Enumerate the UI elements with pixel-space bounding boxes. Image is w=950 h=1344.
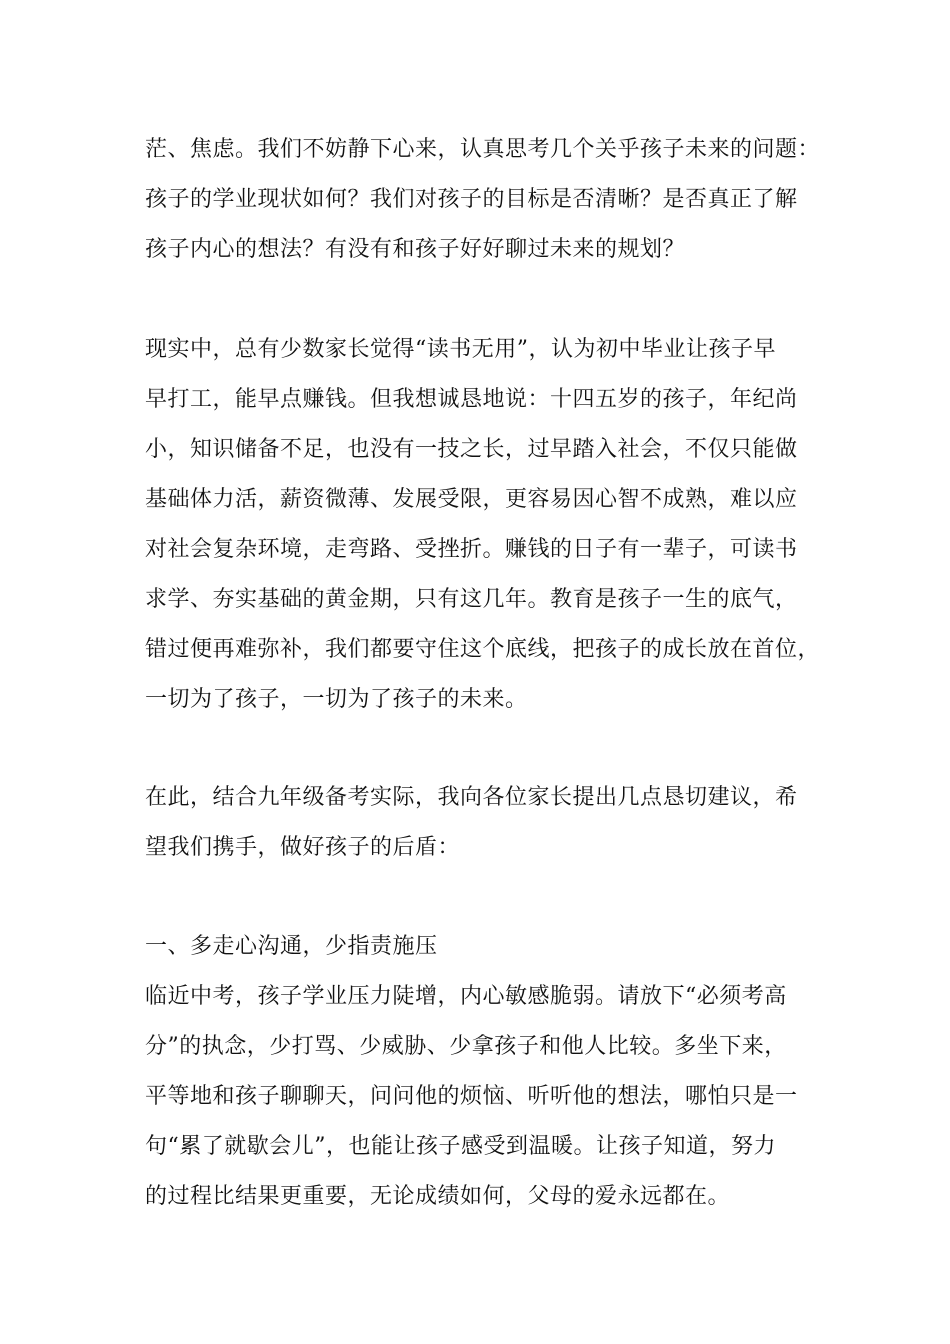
- text-line: 临近中考，孩子学业压力陡增，内心敏感脆弱。请放下“必须考高: [145, 984, 787, 1009]
- text-line: 现实中，总有少数家长觉得“读书无用”，认为初中毕业让孩子早: [145, 337, 776, 362]
- text-line: 小，知识储备不足，也没有一技之长，过早踏入社会，不仅只能做: [145, 437, 798, 462]
- section-heading: 一、多走心沟通，少指责施压: [145, 934, 438, 959]
- paragraph-3: [145, 773, 815, 873]
- text-line: 望我们携手，做好孩子的后盾：: [145, 835, 461, 860]
- text-line: 错过便再难弥补，我们都要守住这个底线，把孩子的成长放在首位，: [145, 637, 821, 662]
- text-line: 早打工，能早点赚钱。但我想诚恳地说：十四五岁的孩子，年纪尚: [145, 387, 798, 412]
- text-line: 句“累了就歇会儿”，也能让孩子感受到温暖。让孩子知道，努力: [145, 1134, 776, 1159]
- text-line: 对社会复杂环境，走弯路、受挫折。赚钱的日子有一辈子，可读书: [145, 537, 798, 562]
- text-line: 求学、夯实基础的黄金期，只有这几年。教育是孩子一生的底气，: [145, 587, 798, 612]
- text-line: 孩子的学业现状如何？我们对孩子的目标是否清晰？是否真正了解: [145, 187, 798, 212]
- text-line: 基础体力活，薪资微薄、发展受限，更容易因心智不成熟，难以应: [145, 487, 798, 512]
- text-line: 分”的执念，少打骂、少威胁、少拿孩子和他人比较。多坐下来，: [145, 1034, 787, 1059]
- text-line: 在此，结合九年级备考实际，我向各位家长提出几点恳切建议，希: [145, 785, 798, 810]
- paragraph-4: [145, 922, 815, 1222]
- text-line: 平等地和孩子聊聊天，问问他的烦恼、听听他的想法，哪怕只是一: [145, 1084, 798, 1109]
- paragraph-1: [145, 125, 821, 275]
- text-line: 一切为了孩子，一切为了孩子的未来。: [145, 687, 528, 712]
- text-line: 的过程比结果更重要，无论成绩如何，父母的爱永远都在。: [145, 1184, 731, 1209]
- paragraph-2: [145, 325, 821, 725]
- text-line: 茫、焦虑。我们不妨静下心来，认真思考几个关乎孩子未来的问题：: [145, 137, 821, 162]
- text-line: 孩子内心的想法？有没有和孩子好好聊过未来的规划？: [145, 237, 686, 262]
